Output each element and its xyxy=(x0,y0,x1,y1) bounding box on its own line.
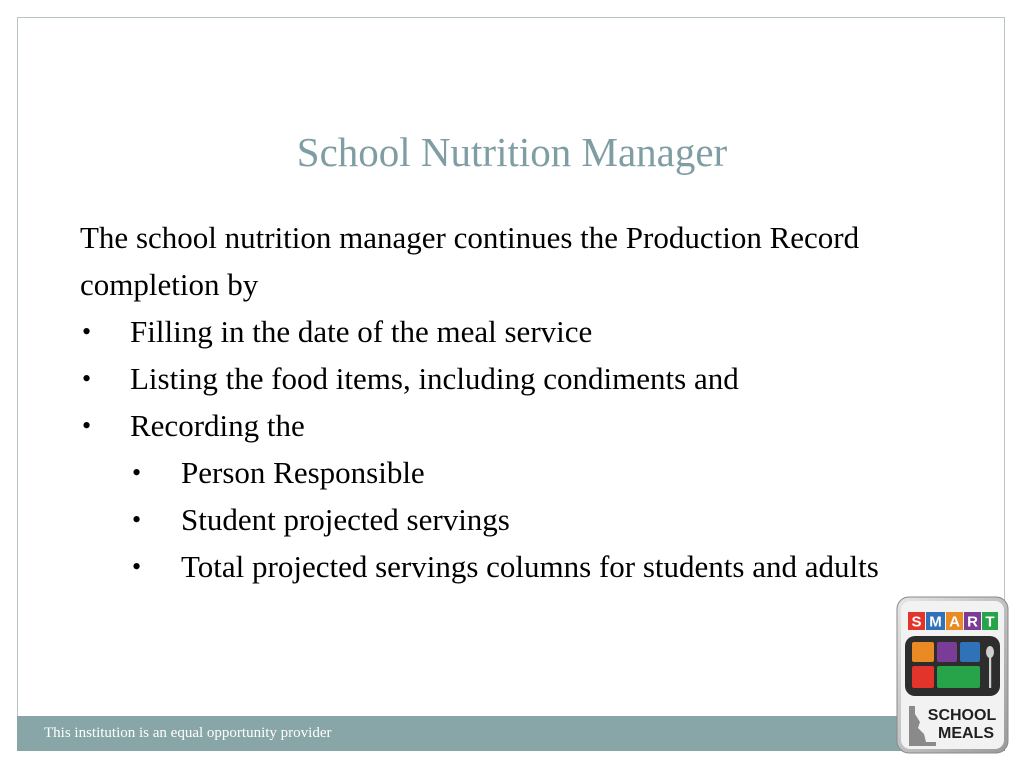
bullet-marker: • xyxy=(82,364,92,393)
letter-a: A xyxy=(949,613,960,631)
letter-t: T xyxy=(985,613,995,631)
letter-r: R xyxy=(967,613,978,631)
sub-bullet-item xyxy=(80,496,980,543)
smart-school-meals-logo xyxy=(896,596,1009,754)
letter-m: M xyxy=(929,613,942,631)
sub-bullet-text: Total projected servings columns for students and adults xyxy=(181,549,879,584)
bullet-item xyxy=(80,402,980,449)
bullet-text: Listing the food items, including condiments and xyxy=(130,361,739,396)
logo-school-text: SCHOOL xyxy=(927,707,997,724)
logo-meals-text: MEALS xyxy=(938,725,994,742)
bullet-text: Filling in the date of the meal service xyxy=(130,314,593,349)
sub-bullet-item xyxy=(80,449,980,496)
bullet-marker: • xyxy=(82,317,92,346)
intro-paragraph: The school nutrition manager continues the Production Record completion by xyxy=(80,220,860,302)
sub-bullet-text: Person Responsible xyxy=(181,455,425,490)
bullet-marker: • xyxy=(132,552,142,581)
bullet-list xyxy=(80,308,980,449)
slide-body xyxy=(80,214,980,590)
sub-bullet-list xyxy=(80,449,980,590)
bullet-marker: • xyxy=(132,458,142,487)
sub-bullet-item xyxy=(80,543,980,590)
bullet-text: Recording the xyxy=(130,408,305,443)
sub-bullet-text: Student projected servings xyxy=(181,502,510,537)
slide-title: School Nutrition Manager xyxy=(296,129,728,175)
footer-text: This institution is an equal opportunity provider xyxy=(44,725,332,741)
bullet-item xyxy=(80,308,980,355)
smart-letters xyxy=(908,612,998,631)
bullet-item xyxy=(80,355,980,402)
lunch-tray-icon xyxy=(905,636,1000,696)
bullet-marker: • xyxy=(82,411,92,440)
bullet-marker: • xyxy=(132,505,142,534)
spoon-icon xyxy=(986,646,994,658)
letter-s: S xyxy=(911,613,922,631)
